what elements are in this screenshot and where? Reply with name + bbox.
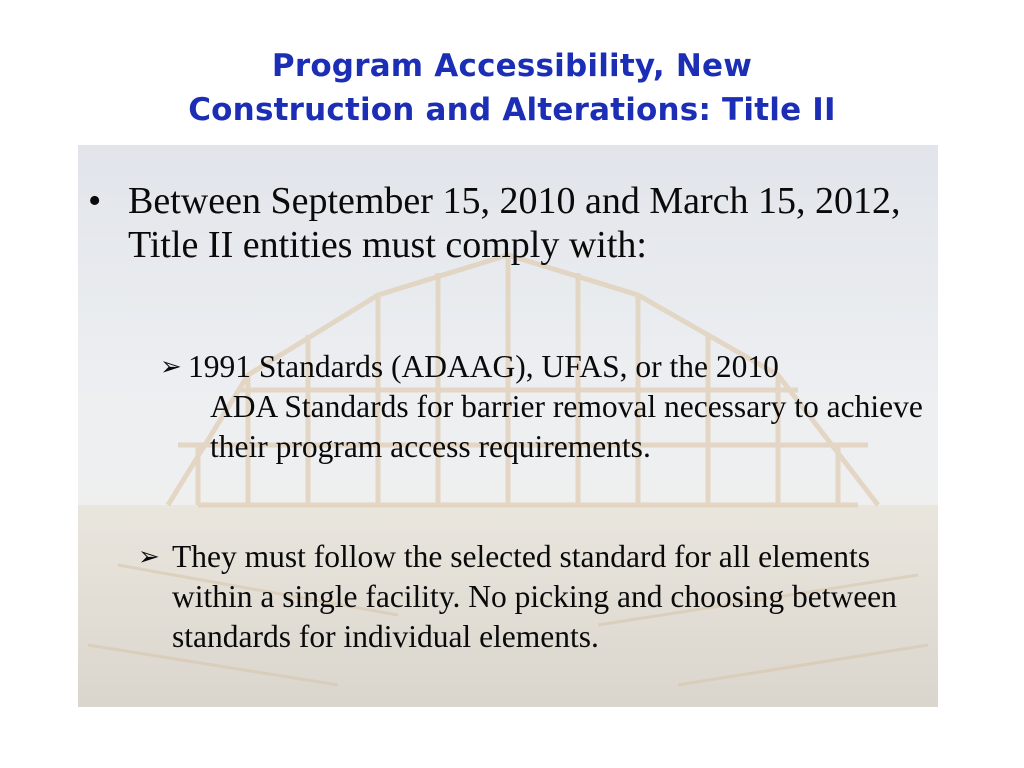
sub-bullet-standards-text — [160, 347, 940, 467]
main-bullet-text: Between September 15, 2010 and March 15, 2012, Title II entities must comply with: — [128, 180, 901, 266]
arrow-bullet-icon: ➢ — [160, 352, 182, 382]
arrow-bullet-icon: ➢ — [138, 542, 160, 572]
slide-title-line-2: Construction and Alterations: Title II — [188, 92, 836, 128]
sub-bullet-selected-standard — [138, 537, 938, 657]
sub-bullet-selected-standard-text: They must follow the selected standard for all elements within a single facility. No picking and choosing between standards for individual elements. — [172, 539, 897, 654]
sub-bullet-standards-line-1: 1991 Standards (ADAAG), UFAS, or the 2010 — [188, 349, 779, 384]
slide-title-line-1: Program Accessibility, New — [271, 48, 753, 84]
slide-title — [0, 44, 1024, 132]
bullet-marker: • — [88, 180, 102, 222]
sub-bullet-standards-line-2: ADA Standards for barrier removal necessary to achieve their program access requirements. — [210, 389, 923, 464]
slide-body — [78, 145, 938, 707]
sub-bullet-standards — [160, 347, 940, 467]
main-bullet — [88, 179, 938, 267]
